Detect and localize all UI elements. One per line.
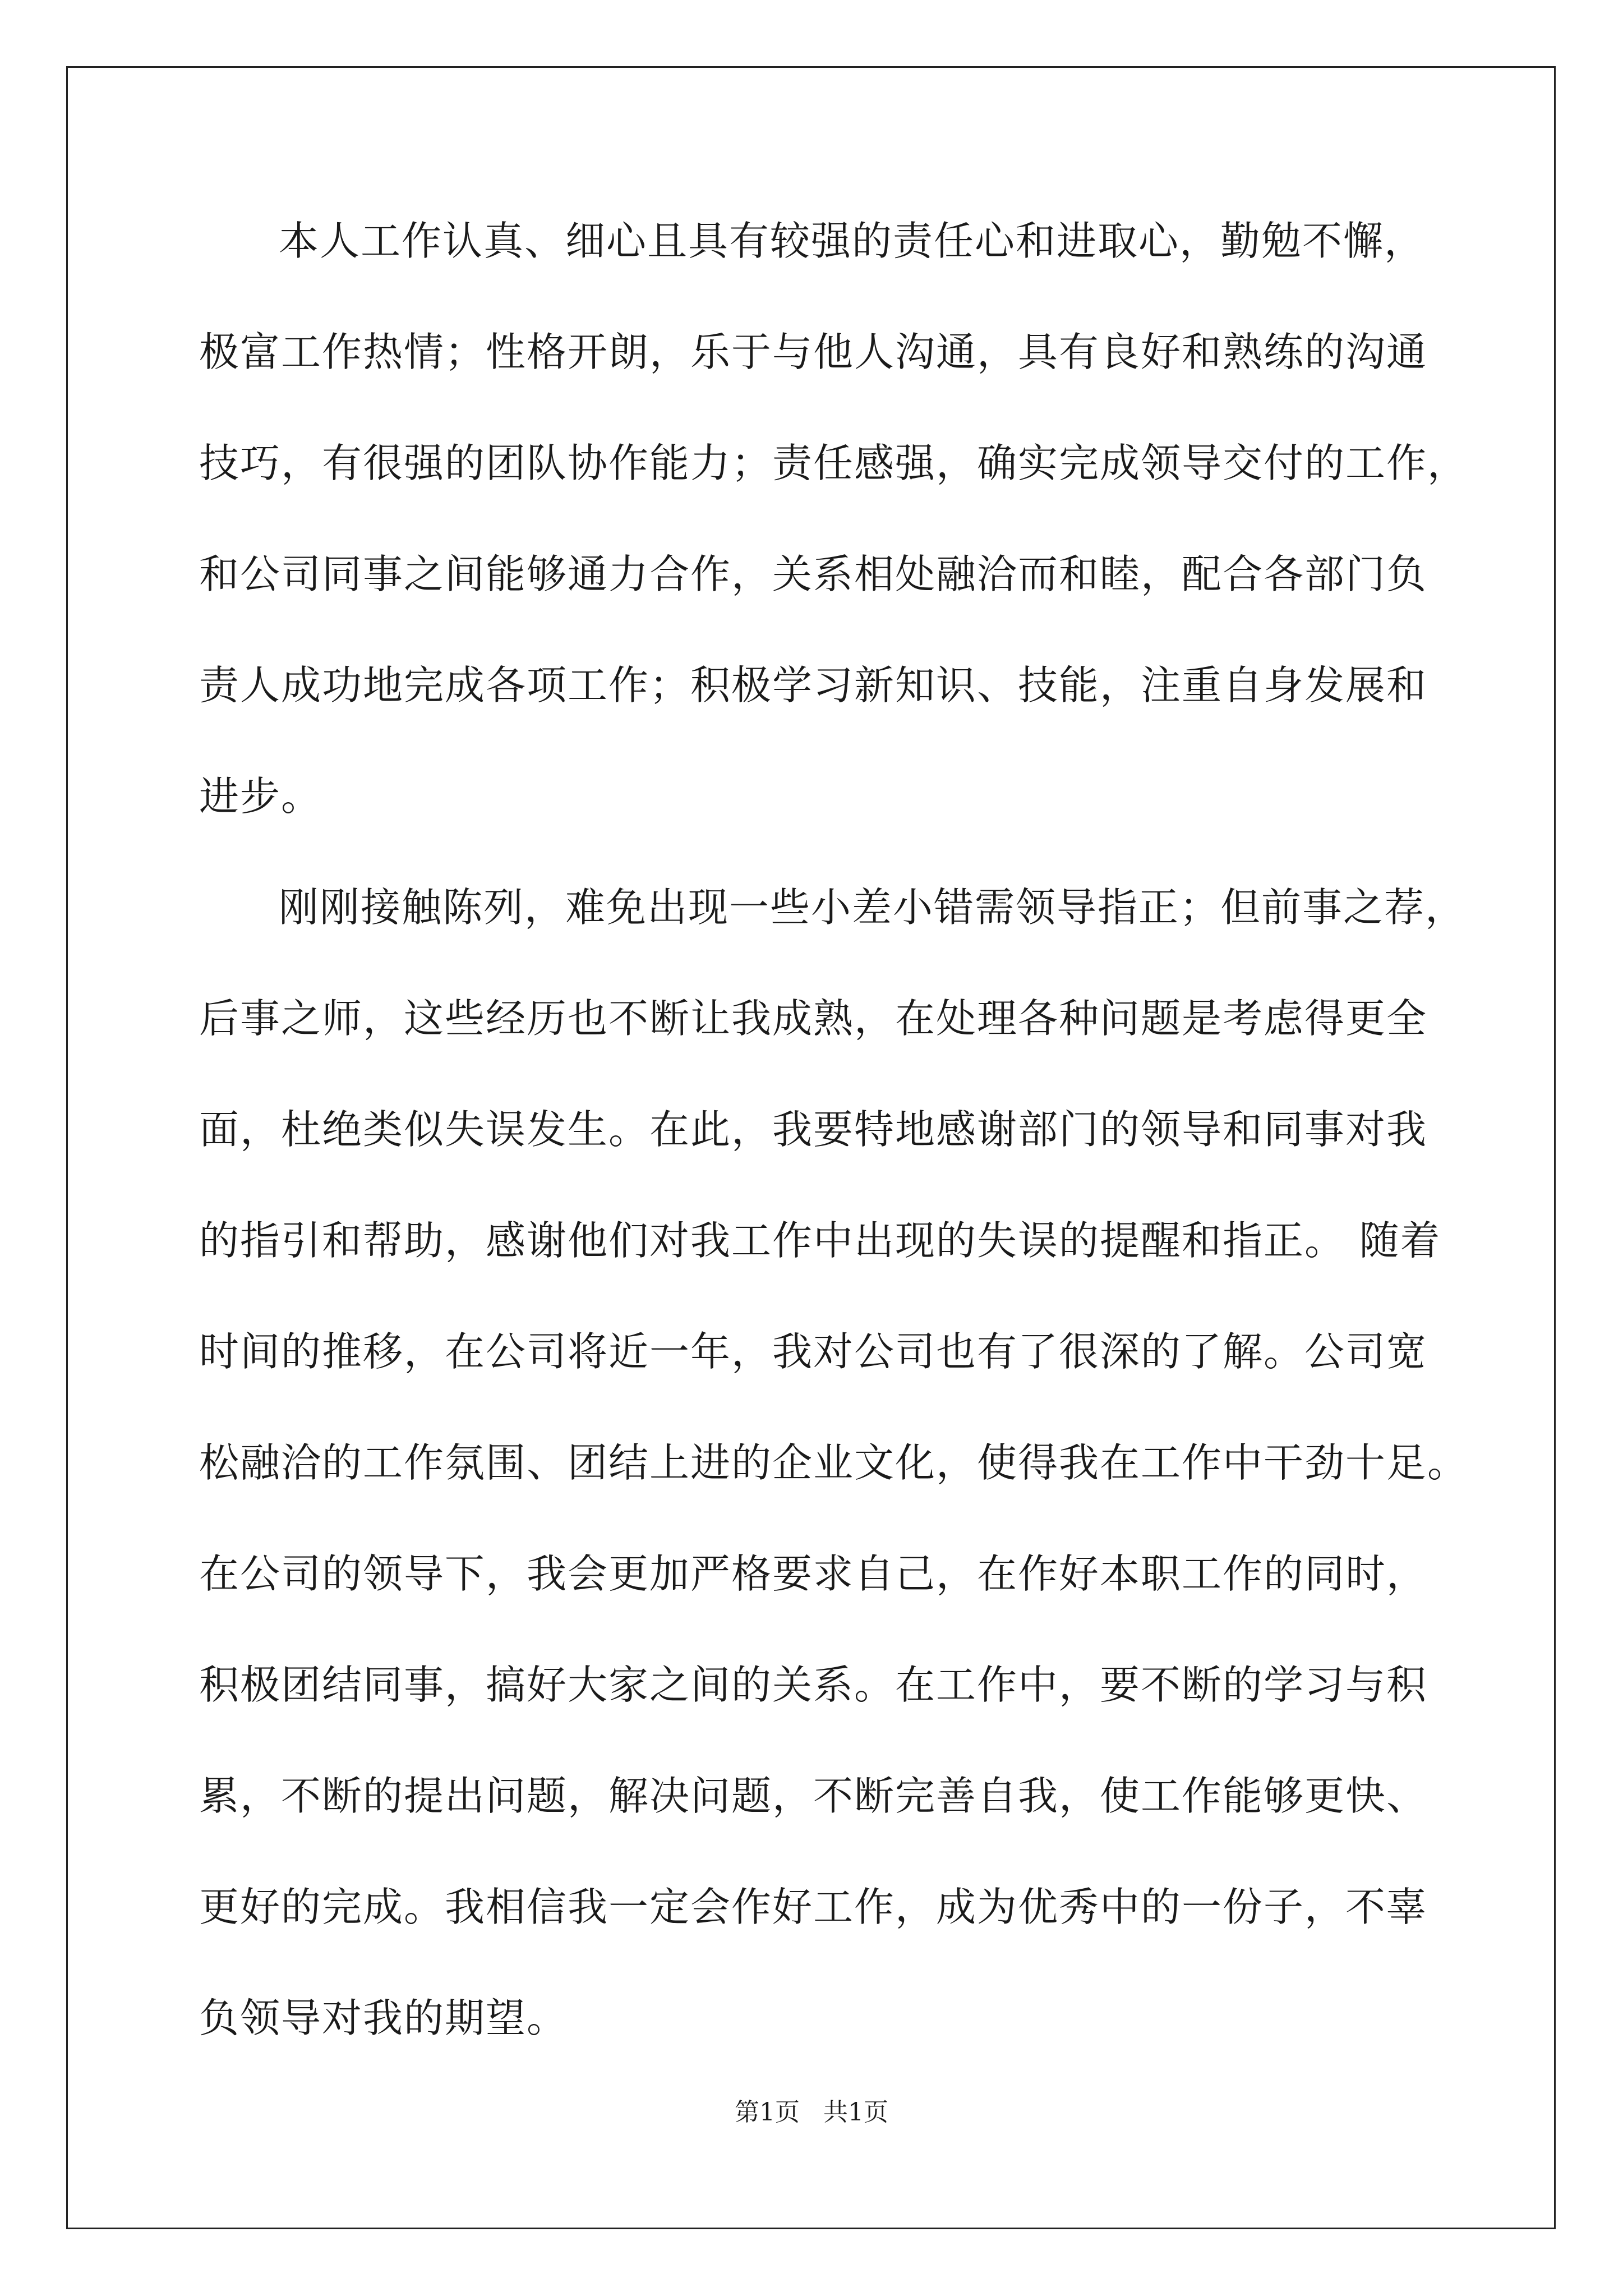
page-number-current: 第1页: [735, 2098, 800, 2127]
paragraph-2-line-4: 的指引和帮助，感谢他们对我工作中出现的失误的提醒和指正。 随着: [199, 1217, 1441, 1264]
paragraph-2-line-9: 累，不断的提出问题，解决问题，不断完善自我，使工作能够更快、: [199, 1773, 1428, 1819]
paragraph-1-line-5: 责人成功地完成各项工作；积极学习新知识、技能，注重自身发展和: [199, 662, 1428, 708]
paragraph-2-line-3: 面，杜绝类似失误发生。在此，我要特地感谢部门的领导和同事对我: [199, 1106, 1428, 1153]
paragraph-1-line-2: 极富工作热情；性格开朗，乐于与他人沟通，具有良好和熟练的沟通: [199, 329, 1428, 375]
paragraph-2-line-10: 更好的完成。我相信我一定会作好工作，成为优秀中的一份子，不辜: [199, 1884, 1428, 1930]
paragraph-2-line-1: 刚刚接触陈列，难免出现一些小差小错需领导指正；但前事之荐，: [279, 884, 1467, 931]
paragraph-1-line-4: 和公司同事之间能够通力合作，关系相处融洽而和睦，配合各部门负: [199, 551, 1428, 597]
paragraph-2-line-5: 时间的推移，在公司将近一年，我对公司也有了很深的了解。公司宽: [199, 1328, 1428, 1375]
paragraph-1-line-3: 技巧，有很强的团队协作能力；责任感强，确实完成领导交付的工作，: [199, 440, 1469, 486]
paragraph-2-line-11: 负领导对我的期望。: [199, 1995, 568, 2041]
paragraph-1-line-6: 进步。: [199, 773, 322, 820]
page-number-total: 共1页: [823, 2098, 888, 2127]
paragraph-1-line-1: 本人工作认真、细心且具有较强的责任心和进取心，勤勉不懈，: [279, 218, 1426, 264]
paragraph-2-line-2: 后事之师，这些经历也不断让我成熟，在处理各种问题是考虑得更全: [199, 995, 1428, 1042]
page-footer: [0, 2096, 1623, 2129]
paragraph-2-line-6: 松融洽的工作氛围、团结上进的企业文化，使得我在工作中干劲十足。: [199, 1439, 1469, 1486]
paragraph-2-line-7: 在公司的领导下，我会更加严格要求自己，在作好本职工作的同时，: [199, 1550, 1428, 1597]
paragraph-2-line-8: 积极团结同事，搞好大家之间的关系。在工作中，要不断的学习与积: [199, 1662, 1428, 1708]
